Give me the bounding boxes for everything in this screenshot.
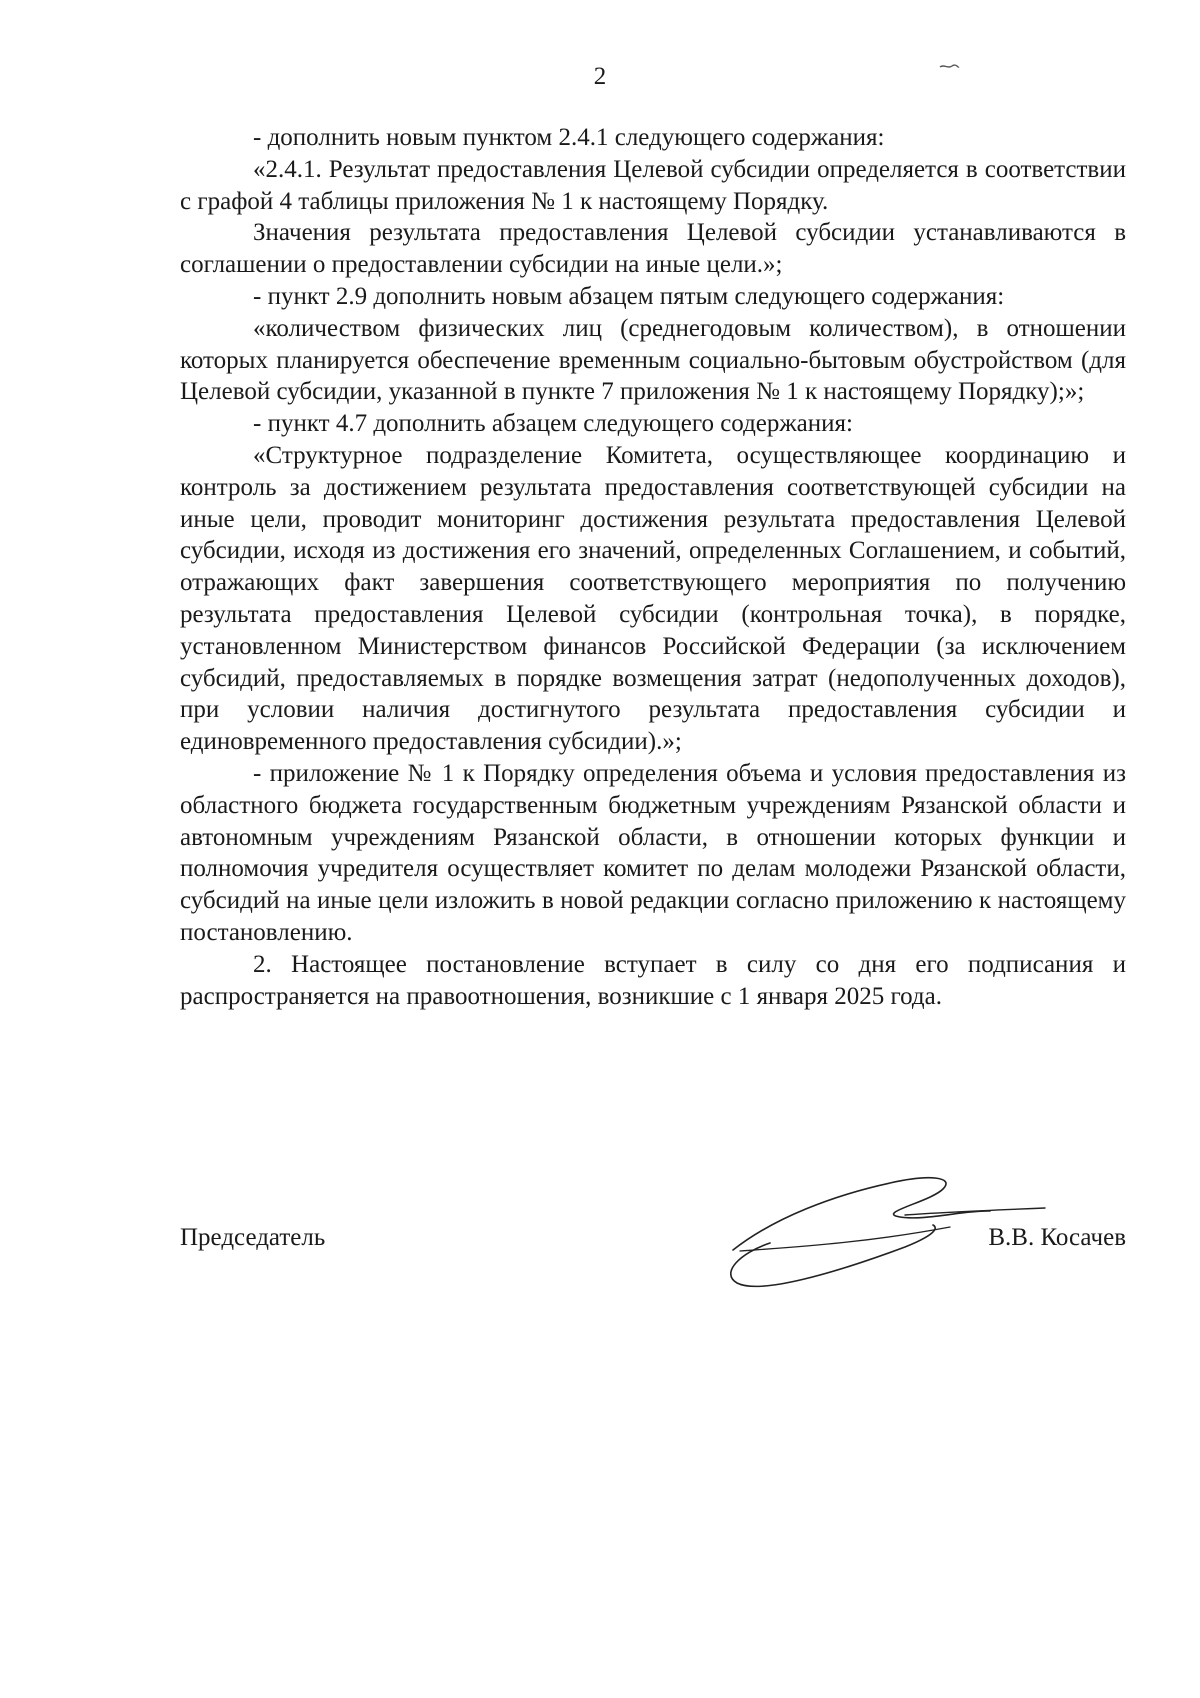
- paragraph-clause-2-4-1: «2.4.1. Результат предоставления Целевой субсидии определяется в соответствии с графой 4 таблицы приложения № 1 к настоящему Порядку.: [180, 155, 1126, 215]
- signer-name: В.В. Косачев: [988, 1224, 1126, 1251]
- paragraph-clause-2-9-text: «количеством физических лиц (среднегодовым количеством), в отношении которых планируется обеспечение временным социально-бытовым обустройством (для Целевой субсидии, указанной в пункте 7 приложения № 1 к настоящему Порядку);»;: [180, 314, 1126, 406]
- paragraph-appendix-1: - приложение № 1 к Порядку определения объема и условия предоставления из областного бюджета государственным бюджетным учреждениям Рязанской области и автономным учреждениям Рязанской области, в отношении которых функции и полномочия учредителя осуществляет комитет по делам молодежи Рязанской области, субсидий на иные цели изложить в новой редакции согласно приложению к настоящему постановлению.: [180, 759, 1126, 946]
- paragraph-add-clause-intro: - дополнить новым пунктом 2.4.1 следующего содержания:: [253, 124, 885, 151]
- page-number: 2: [593, 63, 607, 90]
- handwritten-signature: [715, 1155, 1055, 1295]
- paragraph-clause-4-7-intro: - пункт 4.7 дополнить абзацем следующего содержания:: [253, 410, 853, 438]
- paragraph-clause-4-7-text: «Структурное подразделение Комитета, осуществляющее координацию и контроль за достижением результата предоставления соответствующей субсидии на иные цели, проводит мониторинг достижения результата предоставления Целевой субсидии, исходя из достижения его значений, определенных Соглашением, и событий, отражающих факт завершения соответствующего мероприятия по получению результата предоставления Целевой субсидии (контрольная точка), в порядке, установленном Министерством финансов Российской Федерации (за исключением субсидий, предоставляемых в порядке возмещения затрат (недополученных доходов), при условии наличия достигнутого результата предоставления субсидии и единовременного предоставления субсидии).»;: [180, 441, 1126, 756]
- paragraph-effective-date: 2. Настоящее постановление вступает в силу со дня его подписания и распространяется на правоотношения, возникшие с 1 января 2025 года.: [180, 950, 1126, 1010]
- paragraph-clause-2-9-intro: - пункт 2.9 дополнить новым абзацем пятым следующего содержания:: [253, 282, 1005, 310]
- scan-speck: [938, 62, 960, 72]
- signer-position: Председатель: [180, 1224, 326, 1251]
- paragraph-result-values: Значения результата предоставления Целевой субсидии устанавливаются в соглашении о предоставлении субсидии на иные цели.»;: [180, 219, 1126, 279]
- document-body: [180, 122, 1126, 1012]
